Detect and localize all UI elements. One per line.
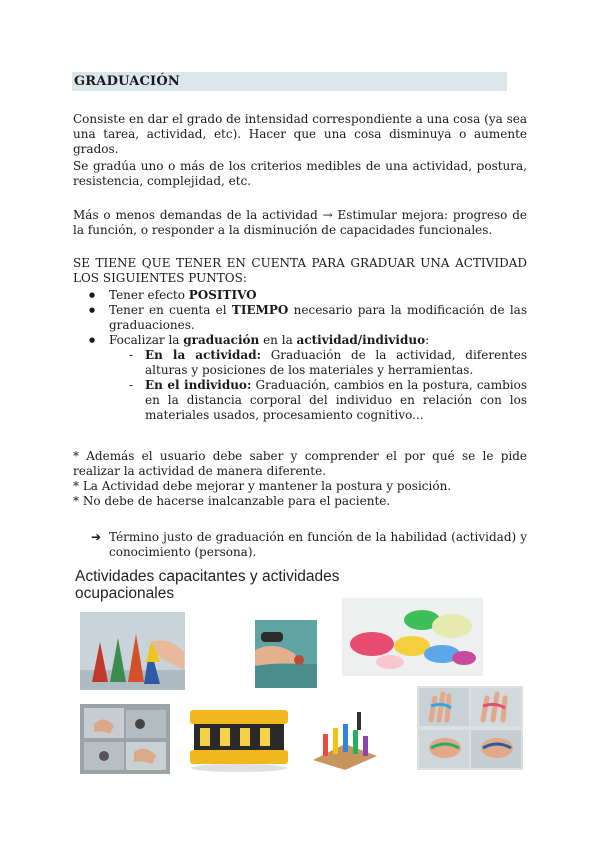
hand-bands-photo	[417, 686, 523, 770]
paragraph-definition: Consiste en dar el grado de intensidad correspondiente a una cosa (ya sea una tarea, actividad, etc). Hacer que una cosa disminuya o aumente grados.	[73, 112, 527, 156]
paragraph-points-intro: SE TIENE QUE TENER EN CUENTA PARA GRADUAR UNA ACTIVIDAD LOS SIGUIENTES PUNTOS:	[73, 256, 527, 285]
therapy-putty-photo	[342, 598, 483, 676]
figure-title: Actividades capacitantes y actividades ocupacionales	[75, 568, 340, 602]
note-line: * No debe de hacerse inalcanzable para el paciente.	[73, 494, 391, 508]
paragraph-demands: Más o menos demandas de la actividad → Estimular mejora: progreso de la función, o responder a la disminución de capacidades funcionales.	[73, 208, 527, 237]
arrow-item-text: Término justo de graduación en función de la habilidad (actividad) y conocimiento (persona).	[109, 530, 527, 559]
section-heading: GRADUACIÓN	[72, 72, 507, 91]
note-line: * Además el usuario debe saber y comprender el por qué se le pide realizar la actividad de manera diferente.	[73, 449, 527, 478]
peg-board-photo	[305, 704, 383, 772]
points-list	[73, 288, 527, 423]
finger-exerciser-photo	[184, 702, 294, 774]
notes-block	[73, 449, 527, 509]
sub-list-item: - En el individuo: Graduación, cambios en la postura, cambios en la distancia corporal del individuo en relación con los materiales usados, procesamiento cognitivo...	[109, 378, 527, 423]
list-item: ● Focalizar la graduación en la actividad/individuo: - En la actividad: Graduación de la actividad, diferentes alturas y posiciones de los materiales y herramientas. - En el individuo: Graduación, cambios en la postura, cambios en la distancia corporal del individuo en relación con los materiales usados, procesamiento cognitivo...	[73, 333, 527, 423]
list-item: ● Tener efecto POSITIVO	[73, 288, 527, 303]
hand-exercise-photo	[255, 620, 317, 688]
list-item: ● Tener en cuenta el TIEMPO necesario para la modificación de las graduaciones.	[73, 303, 527, 333]
stacking-cones-photo	[80, 612, 185, 690]
paragraph-criteria: Se gradúa uno o más de los criterios medibles de una actividad, postura, resistencia, complejidad, etc.	[73, 159, 527, 188]
sub-list-item: - En la actividad: Graduación de la actividad, diferentes alturas y posiciones de los materiales y herramientas.	[109, 348, 527, 378]
sub-list	[109, 348, 527, 423]
note-line: * La Actividad debe mejorar y mantener la postura y posición.	[73, 479, 452, 493]
hand-assembly-photo	[80, 704, 170, 774]
arrow-icon: ➔	[91, 530, 102, 544]
arrow-item	[73, 530, 527, 560]
